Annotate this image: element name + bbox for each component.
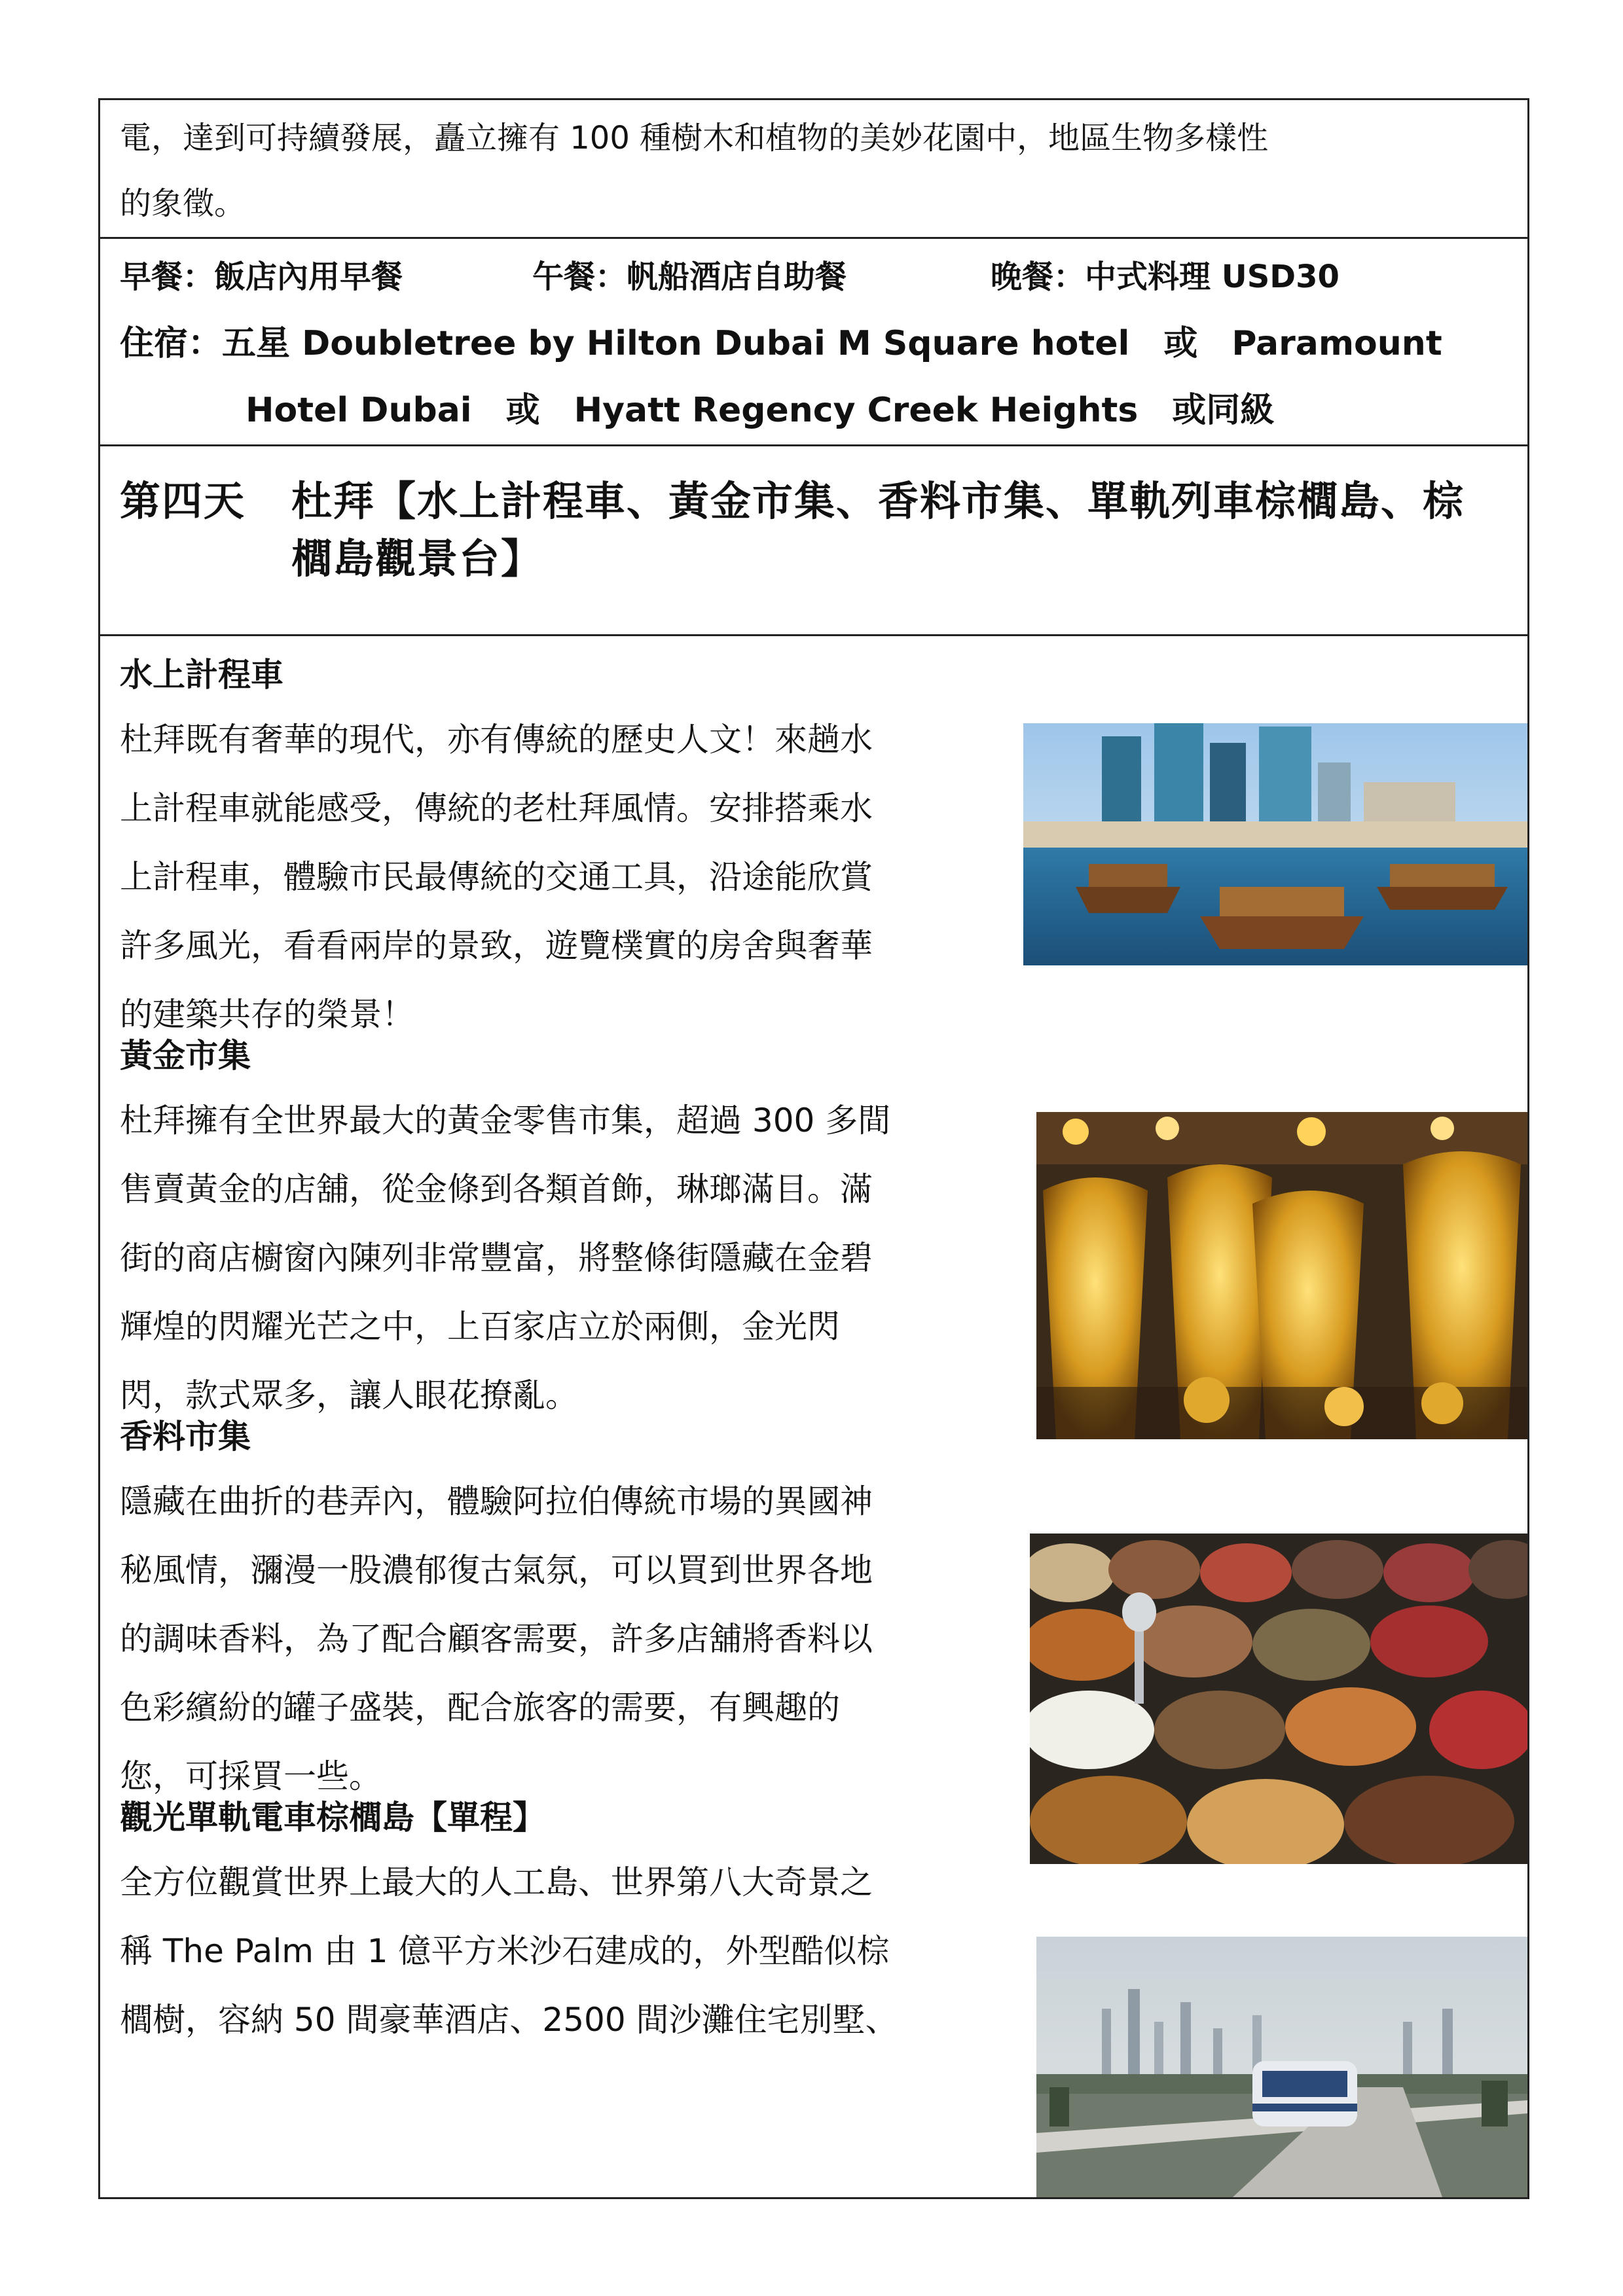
- meals-lodging-row: [100, 239, 1527, 446]
- section-heading-gold-souk: 黃金市集: [120, 1037, 251, 1075]
- spice-souk-line-1: 隱藏在曲折的巷弄內，體驗阿拉伯傳統市場的異國神: [120, 1482, 873, 1520]
- monorail-line-3: 櫚樹，容納 50 間豪華酒店、2500 間沙灘住宅別墅、: [120, 2001, 898, 2039]
- section-heading-monorail: 觀光單軌電車棕櫚島【單程】: [120, 1799, 545, 1837]
- spice-souk-line-4: 色彩繽紛的罐子盛裝，配合旅客的需要，有興趣的: [120, 1689, 840, 1727]
- monorail-line-1: 全方位觀賞世界上最大的人工島、世界第八大奇景之: [120, 1863, 873, 1901]
- gold-souk-line-3: 街的商店櫥窗內陳列非常豐富，將整條街隱藏在金碧: [120, 1239, 873, 1277]
- spice-souk-line-3: 的調味香料，為了配合顧客需要，許多店舖將香料以: [120, 1620, 873, 1658]
- water-taxi-line-4: 許多風光，看看兩岸的景致，遊覽樸實的房舍與奢華: [120, 927, 873, 965]
- itinerary-table: [98, 98, 1529, 2199]
- day-title-line-1: 杜拜【水上計程車、黃金市集、香料市集、單軌列車棕櫚島、棕: [291, 477, 1465, 525]
- gold-souk-photo: [1036, 1112, 1527, 1439]
- gold-souk-line-2: 售賣黃金的店舖，從金條到各類首飾，琳瑯滿目。滿: [120, 1170, 873, 1208]
- day-title-line-2: 櫚島觀景台】: [291, 535, 543, 583]
- dinner-text: 晚餐：中式料理 USD30: [991, 259, 1340, 295]
- gold-souk-line-1: 杜拜擁有全世界最大的黃金零售市集，超過 300 多間: [120, 1102, 891, 1139]
- monorail-photo: [1036, 1937, 1527, 2197]
- day-title-row: [100, 446, 1527, 636]
- spice-souk-photo: [1030, 1534, 1527, 1864]
- gold-souk-line-5: 閃，款式眾多，讓人眼花撩亂。: [120, 1376, 578, 1414]
- section-heading-spice-souk: 香料市集: [120, 1418, 251, 1456]
- intro-row: [100, 100, 1527, 239]
- intro-line-1: 電，達到可持續發展，矗立擁有 100 種樹木和植物的美妙花園中，地區生物多樣性: [120, 120, 1269, 156]
- spice-souk-line-2: 秘風情，瀰漫一股濃郁復古氣氛，可以買到世界各地: [120, 1551, 873, 1589]
- section-heading-water-taxi: 水上計程車: [120, 656, 283, 694]
- day-label: 第四天: [120, 477, 246, 525]
- intro-line-2: 的象徵。: [120, 185, 246, 222]
- breakfast-text: 早餐：飯店內用早餐: [120, 259, 403, 295]
- lunch-text: 午餐：帆船酒店自助餐: [532, 259, 847, 295]
- water-taxi-line-3: 上計程車，體驗市民最傳統的交通工具，沿途能欣賞: [120, 858, 873, 896]
- spice-souk-line-5: 您，可採買一些。: [120, 1757, 382, 1795]
- gold-souk-line-4: 輝煌的閃耀光芒之中，上百家店立於兩側，金光閃: [120, 1308, 840, 1346]
- water-taxi-line-1: 杜拜既有奢華的現代，亦有傳統的歷史人文！來趟水: [120, 721, 873, 759]
- lodging-line-1: 住宿：五星 Doubletree by Hilton Dubai M Square hotel 或 Paramount: [120, 324, 1442, 363]
- water-taxi-line-2: 上計程車就能感受，傳統的老杜拜風情。安排搭乘水: [120, 789, 873, 827]
- water-taxi-photo: [1023, 723, 1527, 965]
- water-taxi-line-5: 的建築共存的榮景！: [120, 996, 414, 1033]
- lodging-line-2: Hotel Dubai 或 Hyatt Regency Creek Heights 或同級: [246, 391, 1275, 430]
- monorail-line-2: 稱 The Palm 由 1 億平方米沙石建成的，外型酷似棕: [120, 1932, 890, 1970]
